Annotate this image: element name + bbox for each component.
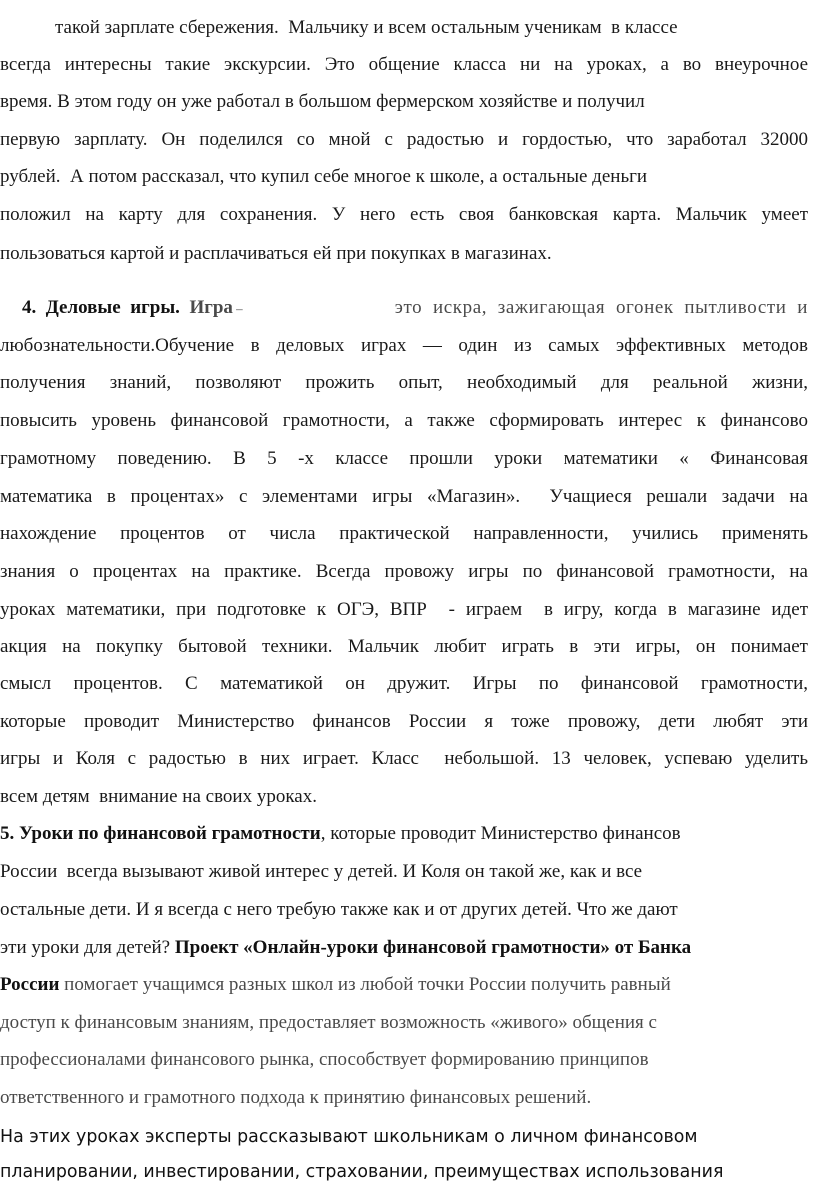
dash: – bbox=[232, 301, 246, 316]
text-line bbox=[0, 936, 691, 962]
text-line: ответственного и грамотного подхода к принятию финансовых решений. bbox=[0, 1087, 592, 1108]
text-line: России всегда вызывают живой интерес у детей. И Коля он такой же, как и все bbox=[0, 861, 643, 882]
text-line: остальные дети. И я всегда с него требую также как и от других детей. Что же дают bbox=[0, 899, 678, 920]
text-line: первую зарплату. Он поделился со мной с радостью и гордостью, что заработал 32000 bbox=[0, 129, 808, 150]
section-5-heading-line bbox=[0, 822, 681, 848]
text-line: всегда интересны такие экскурсии. Это общение класса ни на уроках, а во внеурочное bbox=[0, 54, 808, 75]
text-line: игры и Коля с радостью в них играет. Класс небольшой. 13 человек, успеваю уделить bbox=[0, 748, 808, 769]
text-line: получения знаний, позволяют прожить опыт, необходимый для реальной жизни, bbox=[0, 372, 808, 393]
section-heading: 5. Уроки по финансовой грамотности bbox=[0, 823, 321, 844]
text-line: смысл процентов. С математикой он дружит. Игры по финансовой грамотности, bbox=[0, 673, 808, 694]
project-title-cont: России bbox=[0, 974, 60, 995]
text-line: это искра, зажигающая огонек пытливости и bbox=[394, 297, 808, 318]
text-span: эти уроки для детей? bbox=[0, 937, 175, 958]
text-line: знания о процентах на практике. Всегда провожу игры по финансовой грамотности, на bbox=[0, 561, 808, 582]
text-line: такой зарплате сбережения. Мальчику и всем остальным ученикам в классе bbox=[55, 17, 678, 38]
text-line: рублей. А потом рассказал, что купил себе многое к школе, а остальные деньги bbox=[0, 166, 648, 187]
text-line bbox=[0, 973, 671, 999]
text-line: положил на карту для сохранения. У него есть своя банковская карта. Мальчик умеет bbox=[0, 204, 808, 225]
text-line: которые проводит Министерство финансов России я тоже провожу, дети любят эти bbox=[0, 711, 808, 732]
section-number: 4. bbox=[22, 297, 37, 318]
text-line: время. В этом году он уже работал в большом фермерском хозяйстве и получил bbox=[0, 91, 645, 112]
text-span: , которые проводит Министерство финансов bbox=[320, 823, 681, 844]
text-line: нахождение процентов от числа практической направленности, учились применять bbox=[0, 523, 808, 544]
text-line: любознательности.Обучение в деловых играх — один из самых эффективных методов bbox=[0, 335, 808, 356]
text-line: акция на покупку бытовой техники. Мальчик любит играть в эти игры, он понимает bbox=[0, 636, 808, 657]
project-title: Проект «Онлайн-уроки финансовой грамотности» от Банка bbox=[174, 937, 692, 958]
text-line: математика в процентах» с элементами игры «Магазин». Учащиеся решали задачи на bbox=[0, 486, 808, 507]
text-line: планировании, инвестировании, страховании, преимуществах использования bbox=[0, 1162, 724, 1182]
text-line: доступ к финансовым знаниям, предоставляет возможность «живого» общения с bbox=[0, 1012, 657, 1033]
text-line: повысить уровень финансовой грамотности, а также сформировать интерес к финансово bbox=[0, 410, 808, 431]
text-line: уроках математики, при подготовке к ОГЭ, ВПР - играем в игру, когда в магазине идет bbox=[0, 599, 808, 620]
text-line: всем детям внимание на своих уроках. bbox=[0, 786, 317, 807]
section-term: Игра bbox=[189, 297, 233, 318]
text-line: пользоваться картой и расплачиваться ей при покупках в магазинах. bbox=[0, 243, 552, 264]
section-4-heading-line bbox=[22, 296, 808, 322]
text-line: На этих уроках эксперты рассказывают школьникам о личном финансовом bbox=[0, 1127, 698, 1147]
text-line: профессионалами финансового рынка, способствует формированию принципов bbox=[0, 1049, 649, 1070]
text-line: грамотному поведению. В 5 -х классе прошли уроки математики « Финансовая bbox=[0, 448, 808, 469]
text-span: помогает учащимся разных школ из любой точки России получить равный bbox=[59, 974, 671, 995]
section-heading: Деловые игры. bbox=[45, 297, 180, 318]
